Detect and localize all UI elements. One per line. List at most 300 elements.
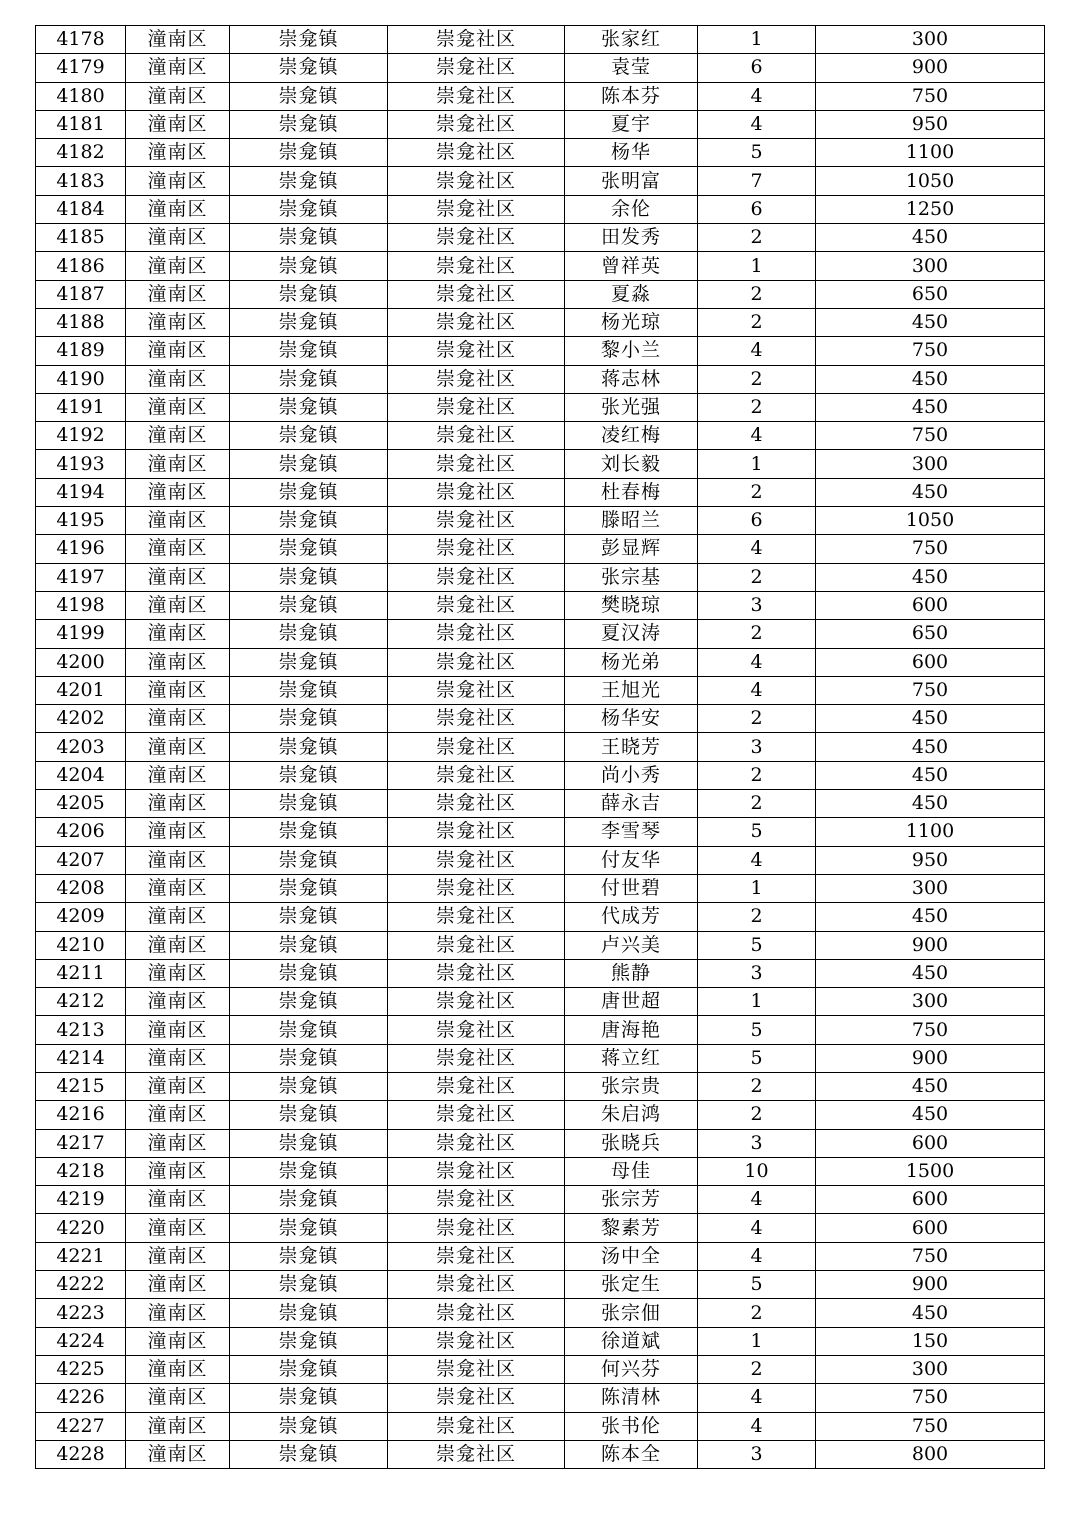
community-cell: 崇龛社区 [388, 705, 565, 733]
table-row [36, 931, 1045, 959]
amount-cell: 750 [816, 676, 1045, 704]
table-row [36, 195, 1045, 223]
row-number-cell: 4202 [36, 705, 126, 733]
table-row [36, 308, 1045, 336]
row-number-cell: 4190 [36, 365, 126, 393]
table-row [36, 110, 1045, 138]
amount-cell: 150 [816, 1327, 1045, 1355]
row-number-cell: 4179 [36, 54, 126, 82]
people-count-cell: 2 [698, 393, 816, 421]
community-cell: 崇龛社区 [388, 82, 565, 110]
amount-cell: 1250 [816, 195, 1045, 223]
town-cell: 崇龛镇 [230, 1355, 388, 1383]
name-cell: 田发秀 [565, 224, 698, 252]
town-cell: 崇龛镇 [230, 648, 388, 676]
people-count-cell: 2 [698, 790, 816, 818]
town-cell: 崇龛镇 [230, 26, 388, 54]
amount-cell: 450 [816, 705, 1045, 733]
town-cell: 崇龛镇 [230, 705, 388, 733]
name-cell: 张定生 [565, 1271, 698, 1299]
table-row [36, 1186, 1045, 1214]
people-count-cell: 4 [698, 337, 816, 365]
district-cell: 潼南区 [126, 959, 230, 987]
row-number-cell: 4215 [36, 1072, 126, 1100]
community-cell: 崇龛社区 [388, 988, 565, 1016]
amount-cell: 300 [816, 988, 1045, 1016]
amount-cell: 900 [816, 1271, 1045, 1299]
table-row [36, 280, 1045, 308]
name-cell: 曾祥英 [565, 252, 698, 280]
district-cell: 潼南区 [126, 591, 230, 619]
town-cell: 崇龛镇 [230, 1186, 388, 1214]
row-number-cell: 4211 [36, 959, 126, 987]
town-cell: 崇龛镇 [230, 393, 388, 421]
town-cell: 崇龛镇 [230, 1327, 388, 1355]
district-cell: 潼南区 [126, 195, 230, 223]
name-cell: 张明富 [565, 167, 698, 195]
table-row [36, 139, 1045, 167]
people-count-cell: 6 [698, 54, 816, 82]
name-cell: 代成芳 [565, 903, 698, 931]
town-cell: 崇龛镇 [230, 422, 388, 450]
row-number-cell: 4191 [36, 393, 126, 421]
people-count-cell: 5 [698, 1044, 816, 1072]
amount-cell: 800 [816, 1440, 1045, 1468]
row-number-cell: 4213 [36, 1016, 126, 1044]
amount-cell: 450 [816, 733, 1045, 761]
community-cell: 崇龛社区 [388, 1271, 565, 1299]
row-number-cell: 4216 [36, 1101, 126, 1129]
name-cell: 张晓兵 [565, 1129, 698, 1157]
people-count-cell: 2 [698, 1072, 816, 1100]
community-cell: 崇龛社区 [388, 535, 565, 563]
town-cell: 崇龛镇 [230, 1214, 388, 1242]
district-cell: 潼南区 [126, 365, 230, 393]
name-cell: 张书伦 [565, 1412, 698, 1440]
amount-cell: 600 [816, 1186, 1045, 1214]
table-row [36, 988, 1045, 1016]
name-cell: 彭显辉 [565, 535, 698, 563]
district-cell: 潼南区 [126, 733, 230, 761]
table-row [36, 1214, 1045, 1242]
town-cell: 崇龛镇 [230, 959, 388, 987]
district-cell: 潼南区 [126, 648, 230, 676]
people-count-cell: 4 [698, 82, 816, 110]
table-row [36, 450, 1045, 478]
community-cell: 崇龛社区 [388, 393, 565, 421]
name-cell: 卢兴美 [565, 931, 698, 959]
row-number-cell: 4224 [36, 1327, 126, 1355]
community-cell: 崇龛社区 [388, 874, 565, 902]
name-cell: 张光强 [565, 393, 698, 421]
people-count-cell: 1 [698, 26, 816, 54]
town-cell: 崇龛镇 [230, 790, 388, 818]
community-cell: 崇龛社区 [388, 931, 565, 959]
town-cell: 崇龛镇 [230, 54, 388, 82]
town-cell: 崇龛镇 [230, 563, 388, 591]
amount-cell: 650 [816, 620, 1045, 648]
people-count-cell: 1 [698, 874, 816, 902]
table-row [36, 1129, 1045, 1157]
row-number-cell: 4219 [36, 1186, 126, 1214]
district-cell: 潼南区 [126, 1299, 230, 1327]
amount-cell: 450 [816, 1299, 1045, 1327]
name-cell: 夏淼 [565, 280, 698, 308]
table-row [36, 818, 1045, 846]
row-number-cell: 4220 [36, 1214, 126, 1242]
people-count-cell: 4 [698, 846, 816, 874]
community-cell: 崇龛社区 [388, 252, 565, 280]
name-cell: 夏宇 [565, 110, 698, 138]
amount-cell: 450 [816, 903, 1045, 931]
people-count-cell: 3 [698, 733, 816, 761]
district-cell: 潼南区 [126, 167, 230, 195]
district-cell: 潼南区 [126, 1101, 230, 1129]
name-cell: 刘长毅 [565, 450, 698, 478]
row-number-cell: 4183 [36, 167, 126, 195]
district-cell: 潼南区 [126, 535, 230, 563]
amount-cell: 750 [816, 1384, 1045, 1412]
district-cell: 潼南区 [126, 931, 230, 959]
district-cell: 潼南区 [126, 1129, 230, 1157]
community-cell: 崇龛社区 [388, 167, 565, 195]
row-number-cell: 4207 [36, 846, 126, 874]
district-cell: 潼南区 [126, 988, 230, 1016]
row-number-cell: 4212 [36, 988, 126, 1016]
table-row [36, 26, 1045, 54]
people-count-cell: 2 [698, 1355, 816, 1383]
table-row [36, 761, 1045, 789]
community-cell: 崇龛社区 [388, 1157, 565, 1185]
community-cell: 崇龛社区 [388, 1440, 565, 1468]
district-cell: 潼南区 [126, 1214, 230, 1242]
district-cell: 潼南区 [126, 26, 230, 54]
people-count-cell: 4 [698, 1412, 816, 1440]
town-cell: 崇龛镇 [230, 365, 388, 393]
row-number-cell: 4186 [36, 252, 126, 280]
table-row [36, 1271, 1045, 1299]
district-cell: 潼南区 [126, 54, 230, 82]
table-row [36, 1299, 1045, 1327]
table-row [36, 591, 1045, 619]
amount-cell: 750 [816, 1016, 1045, 1044]
town-cell: 崇龛镇 [230, 1242, 388, 1270]
amount-cell: 1050 [816, 507, 1045, 535]
town-cell: 崇龛镇 [230, 874, 388, 902]
people-count-cell: 6 [698, 507, 816, 535]
town-cell: 崇龛镇 [230, 1101, 388, 1129]
people-count-cell: 7 [698, 167, 816, 195]
amount-cell: 750 [816, 535, 1045, 563]
town-cell: 崇龛镇 [230, 931, 388, 959]
amount-cell: 750 [816, 1242, 1045, 1270]
community-cell: 崇龛社区 [388, 1044, 565, 1072]
community-cell: 崇龛社区 [388, 648, 565, 676]
table-row [36, 1440, 1045, 1468]
name-cell: 袁莹 [565, 54, 698, 82]
community-cell: 崇龛社区 [388, 620, 565, 648]
table-row [36, 535, 1045, 563]
table-row [36, 1044, 1045, 1072]
town-cell: 崇龛镇 [230, 308, 388, 336]
row-number-cell: 4221 [36, 1242, 126, 1270]
people-count-cell: 3 [698, 591, 816, 619]
amount-cell: 1100 [816, 139, 1045, 167]
district-cell: 潼南区 [126, 110, 230, 138]
people-count-cell: 5 [698, 818, 816, 846]
district-cell: 潼南区 [126, 1242, 230, 1270]
row-number-cell: 4189 [36, 337, 126, 365]
name-cell: 张家红 [565, 26, 698, 54]
table-row [36, 1072, 1045, 1100]
roster-table [35, 25, 1045, 1469]
amount-cell: 450 [816, 761, 1045, 789]
name-cell: 余伦 [565, 195, 698, 223]
row-number-cell: 4180 [36, 82, 126, 110]
people-count-cell: 5 [698, 1271, 816, 1299]
name-cell: 黎素芳 [565, 1214, 698, 1242]
town-cell: 崇龛镇 [230, 846, 388, 874]
amount-cell: 300 [816, 1355, 1045, 1383]
community-cell: 崇龛社区 [388, 54, 565, 82]
name-cell: 凌红梅 [565, 422, 698, 450]
amount-cell: 1050 [816, 167, 1045, 195]
row-number-cell: 4228 [36, 1440, 126, 1468]
community-cell: 崇龛社区 [388, 507, 565, 535]
district-cell: 潼南区 [126, 903, 230, 931]
town-cell: 崇龛镇 [230, 252, 388, 280]
district-cell: 潼南区 [126, 422, 230, 450]
table-row [36, 846, 1045, 874]
table-row [36, 1157, 1045, 1185]
town-cell: 崇龛镇 [230, 507, 388, 535]
people-count-cell: 4 [698, 676, 816, 704]
table-row [36, 676, 1045, 704]
amount-cell: 650 [816, 280, 1045, 308]
amount-cell: 450 [816, 790, 1045, 818]
district-cell: 潼南区 [126, 1186, 230, 1214]
amount-cell: 1500 [816, 1157, 1045, 1185]
district-cell: 潼南区 [126, 82, 230, 110]
district-cell: 潼南区 [126, 818, 230, 846]
community-cell: 崇龛社区 [388, 818, 565, 846]
town-cell: 崇龛镇 [230, 1044, 388, 1072]
town-cell: 崇龛镇 [230, 818, 388, 846]
table-row [36, 790, 1045, 818]
name-cell: 黎小兰 [565, 337, 698, 365]
amount-cell: 450 [816, 1072, 1045, 1100]
name-cell: 滕昭兰 [565, 507, 698, 535]
row-number-cell: 4214 [36, 1044, 126, 1072]
table-row [36, 365, 1045, 393]
town-cell: 崇龛镇 [230, 591, 388, 619]
district-cell: 潼南区 [126, 280, 230, 308]
people-count-cell: 4 [698, 1242, 816, 1270]
amount-cell: 750 [816, 422, 1045, 450]
town-cell: 崇龛镇 [230, 82, 388, 110]
community-cell: 崇龛社区 [388, 1101, 565, 1129]
amount-cell: 600 [816, 1129, 1045, 1157]
name-cell: 张宗芳 [565, 1186, 698, 1214]
amount-cell: 450 [816, 224, 1045, 252]
community-cell: 崇龛社区 [388, 846, 565, 874]
table-row [36, 82, 1045, 110]
town-cell: 崇龛镇 [230, 167, 388, 195]
people-count-cell: 3 [698, 1440, 816, 1468]
district-cell: 潼南区 [126, 1440, 230, 1468]
community-cell: 崇龛社区 [388, 733, 565, 761]
people-count-cell: 4 [698, 535, 816, 563]
table-row [36, 1242, 1045, 1270]
table-row [36, 563, 1045, 591]
community-cell: 崇龛社区 [388, 26, 565, 54]
amount-cell: 750 [816, 1412, 1045, 1440]
town-cell: 崇龛镇 [230, 620, 388, 648]
amount-cell: 450 [816, 478, 1045, 506]
town-cell: 崇龛镇 [230, 1129, 388, 1157]
name-cell: 夏汉涛 [565, 620, 698, 648]
district-cell: 潼南区 [126, 1157, 230, 1185]
community-cell: 崇龛社区 [388, 903, 565, 931]
district-cell: 潼南区 [126, 1072, 230, 1100]
row-number-cell: 4217 [36, 1129, 126, 1157]
amount-cell: 300 [816, 252, 1045, 280]
name-cell: 陈本全 [565, 1440, 698, 1468]
roster-body [36, 26, 1045, 1469]
table-row [36, 959, 1045, 987]
people-count-cell: 2 [698, 761, 816, 789]
amount-cell: 600 [816, 648, 1045, 676]
people-count-cell: 2 [698, 563, 816, 591]
name-cell: 薛永吉 [565, 790, 698, 818]
town-cell: 崇龛镇 [230, 733, 388, 761]
row-number-cell: 4194 [36, 478, 126, 506]
district-cell: 潼南区 [126, 676, 230, 704]
people-count-cell: 2 [698, 478, 816, 506]
community-cell: 崇龛社区 [388, 1242, 565, 1270]
name-cell: 蒋志林 [565, 365, 698, 393]
name-cell: 付友华 [565, 846, 698, 874]
community-cell: 崇龛社区 [388, 450, 565, 478]
row-number-cell: 4185 [36, 224, 126, 252]
community-cell: 崇龛社区 [388, 224, 565, 252]
district-cell: 潼南区 [126, 705, 230, 733]
table-row [36, 507, 1045, 535]
people-count-cell: 2 [698, 308, 816, 336]
district-cell: 潼南区 [126, 139, 230, 167]
district-cell: 潼南区 [126, 507, 230, 535]
row-number-cell: 4210 [36, 931, 126, 959]
people-count-cell: 2 [698, 705, 816, 733]
people-count-cell: 2 [698, 903, 816, 931]
amount-cell: 450 [816, 393, 1045, 421]
town-cell: 崇龛镇 [230, 1412, 388, 1440]
row-number-cell: 4200 [36, 648, 126, 676]
row-number-cell: 4178 [36, 26, 126, 54]
community-cell: 崇龛社区 [388, 1299, 565, 1327]
name-cell: 张宗佃 [565, 1299, 698, 1327]
town-cell: 崇龛镇 [230, 1384, 388, 1412]
district-cell: 潼南区 [126, 308, 230, 336]
people-count-cell: 2 [698, 620, 816, 648]
people-count-cell: 5 [698, 931, 816, 959]
town-cell: 崇龛镇 [230, 1072, 388, 1100]
amount-cell: 450 [816, 308, 1045, 336]
town-cell: 崇龛镇 [230, 988, 388, 1016]
people-count-cell: 5 [698, 1016, 816, 1044]
row-number-cell: 4197 [36, 563, 126, 591]
amount-cell: 300 [816, 26, 1045, 54]
district-cell: 潼南区 [126, 450, 230, 478]
town-cell: 崇龛镇 [230, 903, 388, 931]
amount-cell: 1100 [816, 818, 1045, 846]
district-cell: 潼南区 [126, 1044, 230, 1072]
name-cell: 张宗基 [565, 563, 698, 591]
people-count-cell: 6 [698, 195, 816, 223]
table-row [36, 1016, 1045, 1044]
row-number-cell: 4198 [36, 591, 126, 619]
town-cell: 崇龛镇 [230, 676, 388, 704]
row-number-cell: 4181 [36, 110, 126, 138]
row-number-cell: 4196 [36, 535, 126, 563]
table-row [36, 252, 1045, 280]
district-cell: 潼南区 [126, 337, 230, 365]
amount-cell: 900 [816, 54, 1045, 82]
name-cell: 徐道斌 [565, 1327, 698, 1355]
table-row [36, 733, 1045, 761]
row-number-cell: 4227 [36, 1412, 126, 1440]
row-number-cell: 4208 [36, 874, 126, 902]
table-row [36, 874, 1045, 902]
name-cell: 唐世超 [565, 988, 698, 1016]
community-cell: 崇龛社区 [388, 1186, 565, 1214]
name-cell: 杨华 [565, 139, 698, 167]
amount-cell: 450 [816, 365, 1045, 393]
table-row [36, 224, 1045, 252]
row-number-cell: 4201 [36, 676, 126, 704]
name-cell: 朱启鸿 [565, 1101, 698, 1129]
table-row [36, 705, 1045, 733]
table-row [36, 620, 1045, 648]
row-number-cell: 4226 [36, 1384, 126, 1412]
community-cell: 崇龛社区 [388, 1327, 565, 1355]
district-cell: 潼南区 [126, 874, 230, 902]
community-cell: 崇龛社区 [388, 1016, 565, 1044]
people-count-cell: 4 [698, 1384, 816, 1412]
table-row [36, 1384, 1045, 1412]
people-count-cell: 4 [698, 110, 816, 138]
community-cell: 崇龛社区 [388, 308, 565, 336]
district-cell: 潼南区 [126, 620, 230, 648]
row-number-cell: 4199 [36, 620, 126, 648]
people-count-cell: 4 [698, 1186, 816, 1214]
people-count-cell: 3 [698, 959, 816, 987]
amount-cell: 900 [816, 931, 1045, 959]
table-row [36, 422, 1045, 450]
community-cell: 崇龛社区 [388, 1412, 565, 1440]
town-cell: 崇龛镇 [230, 280, 388, 308]
name-cell: 杨华安 [565, 705, 698, 733]
table-row [36, 478, 1045, 506]
town-cell: 崇龛镇 [230, 1440, 388, 1468]
row-number-cell: 4204 [36, 761, 126, 789]
table-row [36, 1412, 1045, 1440]
people-count-cell: 4 [698, 422, 816, 450]
people-count-cell: 1 [698, 450, 816, 478]
town-cell: 崇龛镇 [230, 1016, 388, 1044]
name-cell: 王旭光 [565, 676, 698, 704]
town-cell: 崇龛镇 [230, 195, 388, 223]
